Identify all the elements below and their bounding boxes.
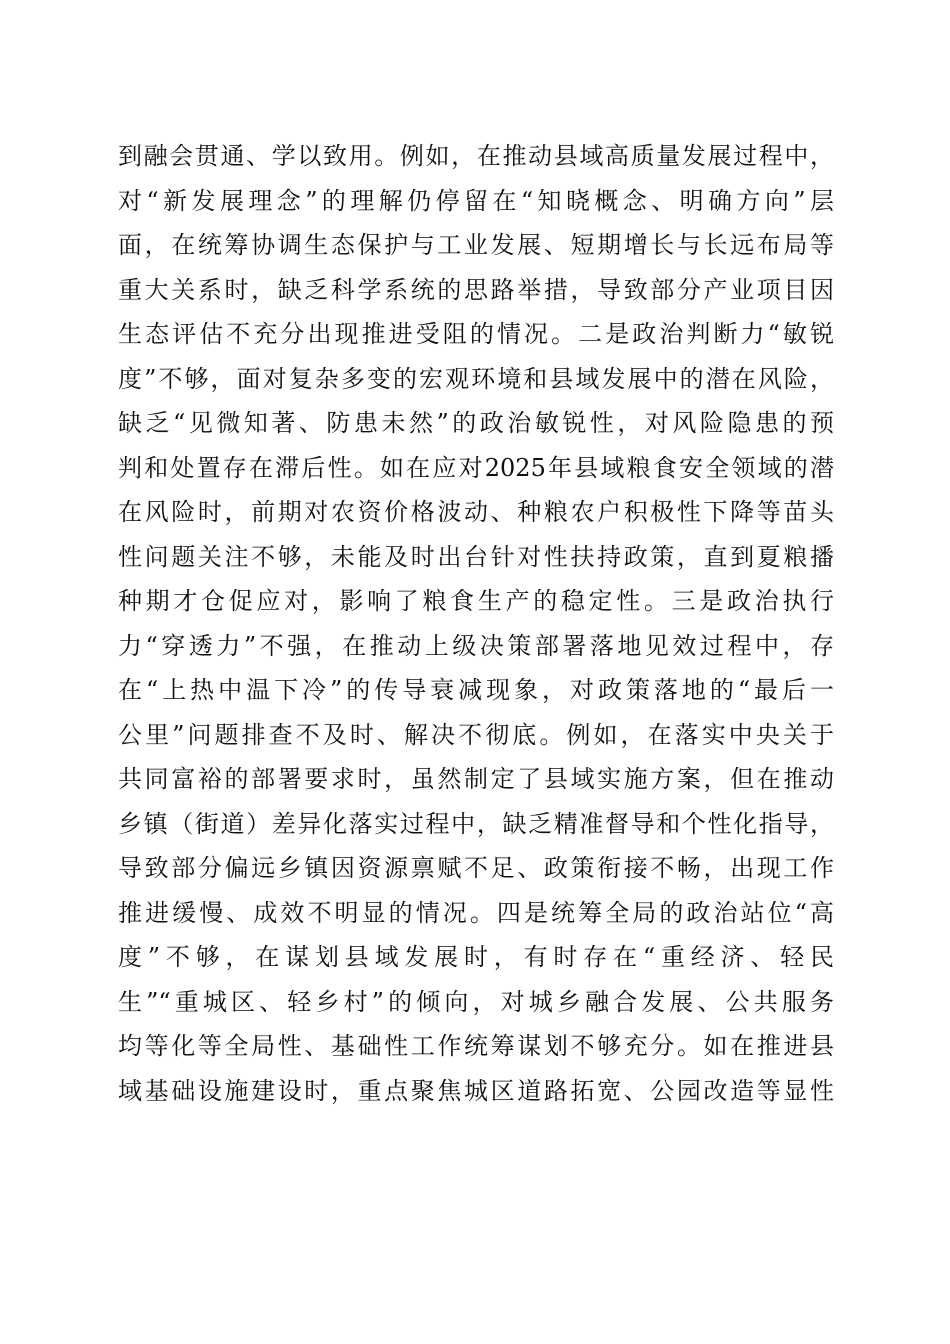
paragraph-line: 度”不够，面对复杂多变的宏观环境和县域发展中的潜在风险， bbox=[118, 364, 834, 393]
paragraph-line: 对“新发展理念”的理解仍停留在“知晓概念、明确方向”层 bbox=[118, 186, 834, 215]
paragraph-line: 重大关系时，缺乏科学系统的思路举措，导致部分产业项目因 bbox=[118, 275, 834, 304]
paragraph-line: 种期才仓促应对，影响了粮食生产的稳定性。三是政治执行 bbox=[118, 587, 834, 615]
paragraph-line: 缺乏“见微知著、防患未然”的政治敏锐性，对风险隐患的预 bbox=[118, 409, 834, 437]
paragraph-line: 在“上热中温下冷”的传导衰减现象，对政策落地的“最后一 bbox=[118, 676, 834, 704]
paragraph-line: 面，在统筹协调生态保护与工业发展、短期增长与长远布局等 bbox=[118, 231, 834, 259]
paragraph-line: 域基础设施建设时，重点聚焦城区道路拓宽、公园改造等显性 bbox=[118, 1076, 834, 1105]
paragraph-line: 生态评估不充分出现推进受阻的情况。二是政治判断力“敏锐 bbox=[118, 320, 834, 348]
paragraph-line: 均等化等全局性、基础性工作统筹谋划不够充分。如在推进县 bbox=[118, 1032, 834, 1060]
paragraph-line: 生”“重城区、轻乡村”的倾向，对城乡融合发展、公共服务 bbox=[118, 987, 834, 1016]
paragraph-line: 共同富裕的部署要求时，虽然制定了县域实施方案，但在推动 bbox=[118, 765, 834, 793]
paragraph-line: 在风险时，前期对农资价格波动、种粮农户积极性下降等苗头 bbox=[118, 498, 834, 526]
paragraph-line: 推进缓慢、成效不明显的情况。四是统筹全局的政治站位“高 bbox=[118, 898, 834, 927]
body-paragraph bbox=[118, 134, 834, 1113]
paragraph-line: 乡镇（街道）差异化落实过程中，缺乏精准督导和个性化指导， bbox=[118, 809, 834, 838]
paragraph-line: 力“穿透力”不强，在推动上级决策部署落地见效过程中，存 bbox=[118, 631, 834, 660]
paragraph-line: 公里”问题排查不及时、解决不彻底。例如，在落实中央关于 bbox=[118, 720, 834, 749]
paragraph-line: 度”不够，在谋划县域发展时，有时存在“重经济、轻民 bbox=[118, 943, 834, 971]
paragraph-line: 判和处置存在滞后性。如在应对2025年县域粮食安全领域的潜 bbox=[118, 453, 834, 482]
paragraph-line: 到融会贯通、学以致用。例如，在推动县域高质量发展过程中， bbox=[118, 142, 834, 170]
paragraph-line: 导致部分偏远乡镇因资源禀赋不足、政策衔接不畅，出现工作 bbox=[118, 854, 834, 882]
paragraph-line: 性问题关注不够，未能及时出台针对性扶持政策，直到夏粮播 bbox=[118, 542, 834, 571]
